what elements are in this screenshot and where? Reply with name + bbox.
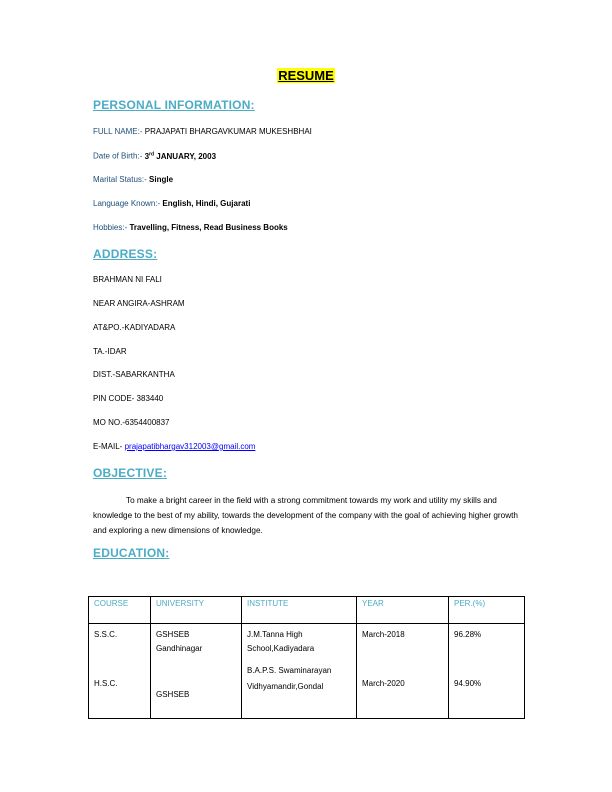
institute-hsc-line2: Vidhyamandir,Gondal	[247, 682, 324, 691]
institute-hsc-line1: B.A.P.S. Swaminarayan	[247, 666, 332, 675]
objective-text	[93, 493, 523, 538]
dob-day: 3	[144, 151, 150, 161]
percentage-hsc: 94.90%	[454, 679, 482, 688]
column-header: PER.(%)	[449, 597, 525, 624]
language-row	[93, 199, 250, 208]
full-name-label: FULL NAME:-	[93, 127, 143, 136]
hobbies-label: Hobbies:-	[93, 223, 128, 232]
dob-label: Date of Birth:-	[93, 151, 143, 161]
table-header-row	[89, 597, 525, 624]
university-ssc-line1: GSHSEB	[156, 630, 190, 639]
university-hsc: GSHSEB	[156, 690, 190, 699]
pin-code: PIN CODE- 383440	[93, 394, 164, 403]
address-line: NEAR ANGIRA-ASHRAM	[93, 299, 185, 308]
course-hsc: H.S.C.	[94, 679, 118, 688]
marital-row	[93, 175, 173, 184]
dob-suffix: rd	[149, 151, 155, 157]
education-table	[88, 596, 525, 719]
objective-heading: OBJECTIVE:	[93, 466, 168, 480]
address-heading: ADDRESS:	[93, 247, 158, 261]
full-name-row	[93, 127, 312, 136]
language-value: English, Hindi, Gujarati	[162, 199, 251, 208]
year-hsc: March-2020	[362, 679, 405, 688]
column-header: UNIVERSITY	[151, 597, 242, 624]
objective-paragraph: To make a bright career in the field with a strong commitment towards my work and utility my skills and knowledge to the best of my ability, towards the development of the company with the goal of achieving higher growth and exploring a new dimensions of knowledge.	[93, 496, 518, 535]
language-label: Language Known:-	[93, 199, 161, 208]
column-header: YEAR	[357, 597, 449, 624]
address-line: TA.-IDAR	[93, 347, 127, 356]
hobbies-value: Travelling, Fitness, Read Business Books	[129, 223, 288, 232]
title-text: RESUME	[278, 68, 334, 83]
email-label: E-MAIL-	[93, 442, 123, 451]
table-row	[89, 624, 525, 719]
course-cell	[89, 624, 151, 719]
percentage-ssc: 96.28%	[454, 630, 482, 639]
university-cell	[151, 624, 242, 719]
institute-ssc-line1: J.M.Tanna High	[247, 630, 303, 639]
dob-value	[145, 152, 216, 161]
address-line: AT&PO.-KADIYADARA	[93, 323, 176, 332]
institute-cell	[242, 624, 357, 719]
email-row	[93, 442, 255, 451]
dob-rest: JANUARY, 2003	[156, 151, 217, 161]
institute-ssc-line2: School,Kadiyadara	[247, 644, 315, 653]
email-link[interactable]: prajapatibhargav312003@gmail.com	[124, 442, 256, 451]
education-heading: EDUCATION:	[93, 546, 170, 560]
percentage-cell	[449, 624, 525, 719]
address-line: DIST.-SABARKANTHA	[93, 370, 175, 379]
full-name-value: PRAJAPATI BHARGAVKUMAR MUKESHBHAI	[144, 127, 312, 136]
marital-value: Single	[149, 175, 174, 184]
page-title	[0, 68, 612, 83]
column-header: COURSE	[89, 597, 151, 624]
university-ssc-line2: Gandhinagar	[156, 644, 203, 653]
marital-label: Marital Status:-	[93, 175, 147, 184]
personal-info-heading: PERSONAL INFORMATION:	[93, 98, 255, 112]
address-line: BRAHMAN NI FALI	[93, 275, 162, 284]
year-cell	[357, 624, 449, 719]
hobbies-row	[93, 223, 288, 232]
dob-row	[93, 151, 216, 161]
column-header: INSTITUTE	[242, 597, 357, 624]
year-ssc: March-2018	[362, 630, 405, 639]
mobile-number: MO NO.-6354400837	[93, 418, 170, 427]
course-ssc: S.S.C.	[94, 630, 118, 639]
